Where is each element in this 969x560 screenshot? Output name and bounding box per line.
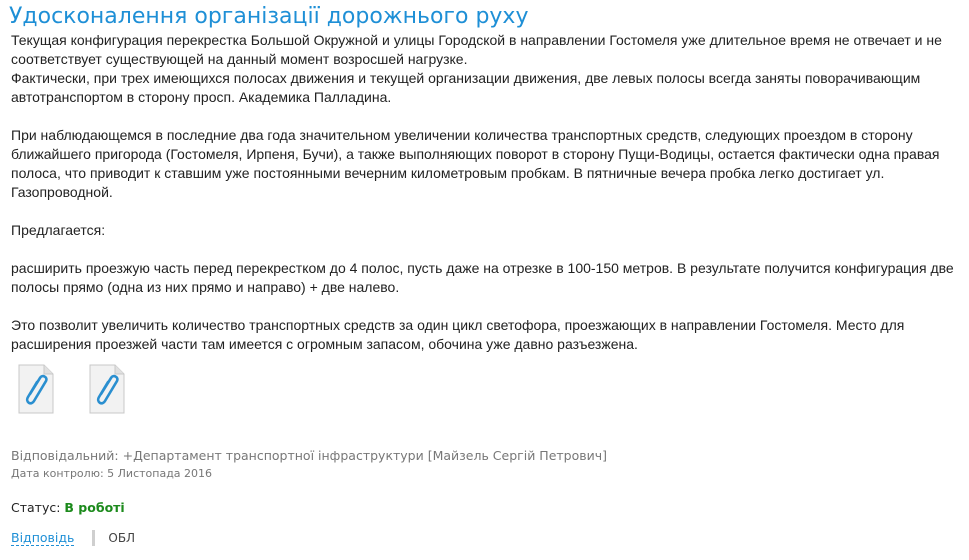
footer-row: [11, 530, 135, 546]
status-label: Статус:: [11, 500, 61, 515]
page-title: Удосконалення організації дорожнього руху: [9, 4, 529, 29]
attachment-paperclip-icon[interactable]: [18, 364, 54, 414]
status-row: [11, 500, 125, 515]
paragraph-1: Текущая конфигурация перекрестка Большой Окружной и улицы Городской в направлении Гостомеля уже длительное время не отвечает и не соответствует существующей на данный момент возросшей нагрузке.: [11, 32, 942, 67]
paragraph-4: Предлагается:: [11, 222, 106, 238]
petition-body: [11, 31, 956, 354]
responsible-info: Відповідальний: +Департамент транспортної інфраструктури [Майзель Сергій Петрович]: [11, 448, 608, 463]
control-date: Дата контролю: 5 Листопада 2016: [11, 467, 213, 480]
paragraph-2: Фактически, при трех имеющихся полосах движения и текущей организации движения, две левых полосы всегда заняты поворачивающим автотранспортом в сторону просп. Академика Палладина.: [11, 70, 921, 105]
reply-link[interactable]: Відповідь: [11, 530, 75, 545]
paragraph-6: Это позволит увеличить количество транспортных средств за один цикл светофора, проезжающих в направлении Гостомеля. Место для расширения проезжей части там имеется с огромным запасом, обочина уже давно разъезжена.: [11, 317, 905, 352]
paragraph-5: расширить проезжую часть перед перекрестком до 4 полос, пусть даже на отрезке в 100-150 метров. В результате получится конфигурация две полосы прямо (одна из них прямо и направо) + две налево.: [11, 260, 954, 295]
status-value: В роботі: [64, 500, 125, 515]
attachment-paperclip-icon[interactable]: [89, 364, 125, 414]
footer-divider: [92, 530, 95, 546]
region-label: ОБЛ: [108, 531, 136, 545]
attachments-list: [18, 364, 956, 414]
paragraph-3: При наблюдающемся в последние два года значительном увеличении количества транспортных средств, следующих проездом в сторону ближайшего пригорода (Гостомеля, Ирпеня, Бучи), а также выполняющих поворот в сторону Пущи-Водицы, остается фактически одна правая полоса, что приводит к ставшим уже постоянными вечерним километровым пробкам. В пятничные вечера пробка легко достигает ул. Газопроводной.: [11, 127, 940, 200]
petition-page: [9, 0, 956, 545]
